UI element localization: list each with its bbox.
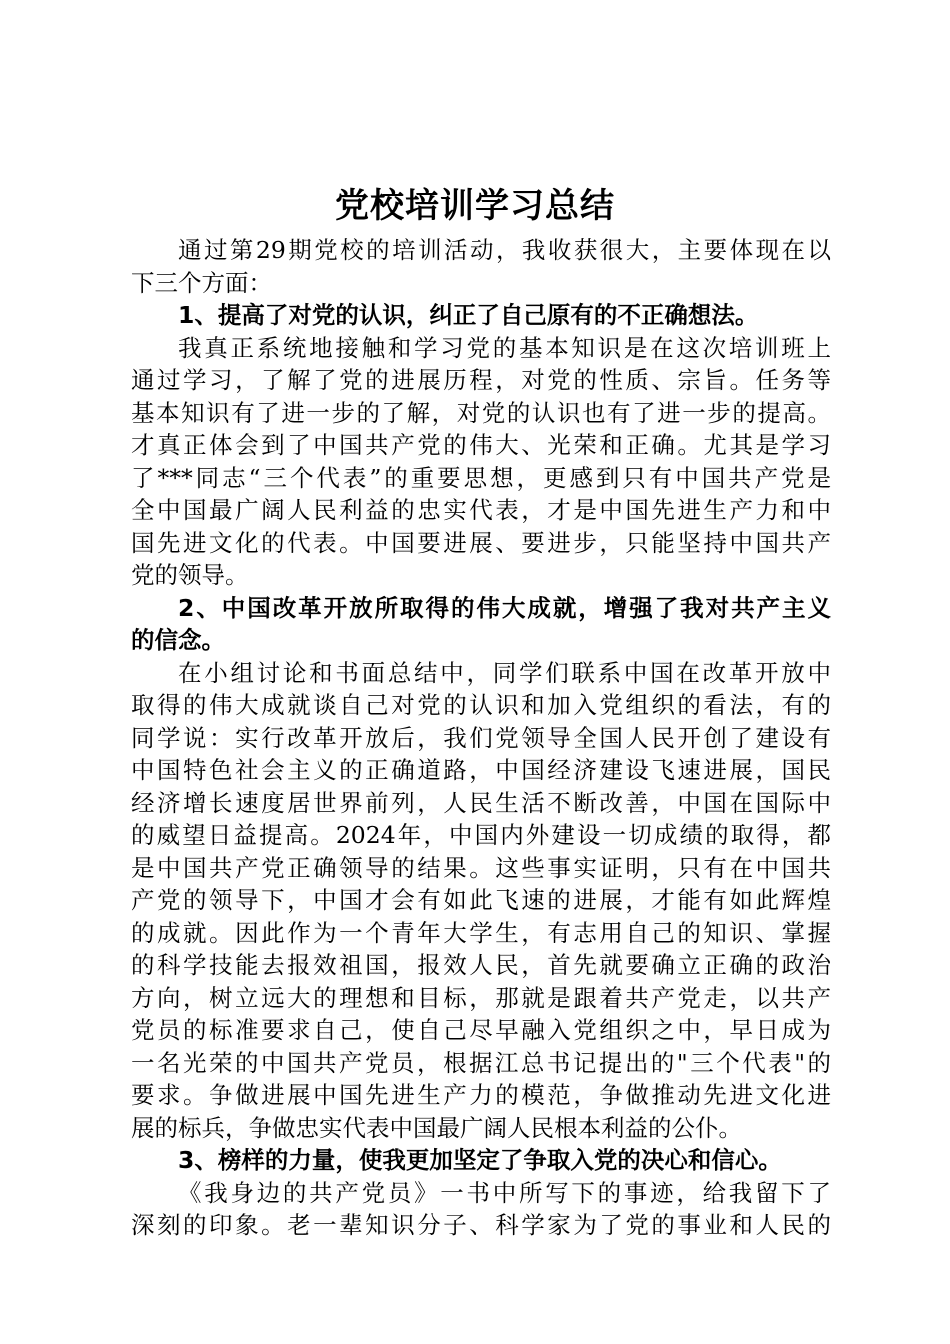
paragraph-line: 了***同志“三个代表”的重要思想，更感到只有中国共产党是 [131, 463, 831, 492]
paragraph-line: 是中国共产党正确领导的结果。这些事实证明，只有在中国共 [131, 853, 831, 882]
paragraph-line: 才真正体会到了中国共产党的伟大、光荣和正确。尤其是学习 [131, 431, 831, 459]
paragraph-line: 的成就。因此作为一个青年大学生，有志用自己的知识、掌握 [131, 918, 831, 947]
paragraph-line: 一名光荣的中国共产党员，根据江总书记提出的"三个代表"的 [131, 1048, 831, 1077]
paragraph-line: 的威望日益提高。2024年，中国内外建设一切成绩的取得，都 [131, 821, 831, 849]
paragraph-line: 展的标兵，争做忠实代表中国最广阔人民根本利益的公仆。 [131, 1113, 742, 1142]
paragraph-line: 《我身边的共产党员》一书中所写下的事迹，给我留下了 [178, 1178, 831, 1207]
paragraph-line: 取得的伟大成就谈自己对党的认识和加入党组织的看法，有的 [131, 691, 831, 719]
paragraph-line: 通过学习，了解了党的进展历程，对党的性质、宗旨。任务等 [131, 366, 831, 394]
paragraph-line: 在小组讨论和书面总结中，同学们联系中国在改革开放中 [178, 658, 831, 687]
paragraph-line: 通过第29期党校的培训活动，我收获很大，主要体现在以 [178, 236, 831, 264]
paragraph-line: 要求。争做进展中国先进生产力的模范，争做推动先进文化进 [131, 1081, 831, 1109]
section-heading-2: 2、中国改革开放所取得的伟大成就，增强了我对共产主义 [178, 593, 831, 622]
paragraph-line: 党员的标准要求自己，使自己尽早融入党组织之中，早日成为 [131, 1016, 831, 1044]
paragraph-line: 深刻的印象。老一辈知识分子、科学家为了党的事业和人民的 [131, 1211, 831, 1239]
paragraph-line: 的科学技能去报效祖国，报效人民，首先就要确立正确的政治 [131, 951, 831, 979]
document-title: 党校培训学习总结 [335, 186, 615, 226]
paragraph-line: 产党的领导下，中国才会有如此飞速的进展，才能有如此辉煌 [131, 886, 831, 914]
paragraph-line: 同学说：实行改革开放后，我们党领导全国人民开创了建设有 [131, 723, 831, 752]
paragraph-line: 国先进文化的代表。中国要进展、要进步，只能坚持中国共产 [131, 528, 831, 557]
paragraph-line: 下三个方面： [131, 268, 272, 297]
paragraph-line: 党的领导。 [131, 561, 249, 589]
paragraph-line: 经济增长速度居世界前列，人民生活不断改善，中国在国际中 [131, 788, 831, 817]
paragraph-line: 中国特色社会主义的正确道路，中国经济建设飞速进展，国民 [131, 756, 831, 784]
paragraph-line: 全中国最广阔人民利益的忠实代表，才是中国先进生产力和中 [131, 496, 831, 524]
paragraph-line: 我真正系统地接触和学习党的基本知识是在这次培训班上 [178, 333, 831, 362]
section-heading-3: 3、榜样的力量，使我更加坚定了争取入党的决心和信心。 [178, 1146, 782, 1174]
paragraph-line: 基本知识有了进一步的了解，对党的认识也有了进一步的提高。 [131, 398, 831, 427]
document-body [131, 234, 831, 1242]
paragraph-line: 方向，树立远大的理想和目标，那就是跟着共产党走，以共产 [131, 983, 831, 1012]
section-heading-1: 1、提高了对党的认识，纠正了自己原有的不正确想法。 [178, 301, 759, 329]
section-heading-2-cont: 的信念。 [131, 626, 225, 654]
